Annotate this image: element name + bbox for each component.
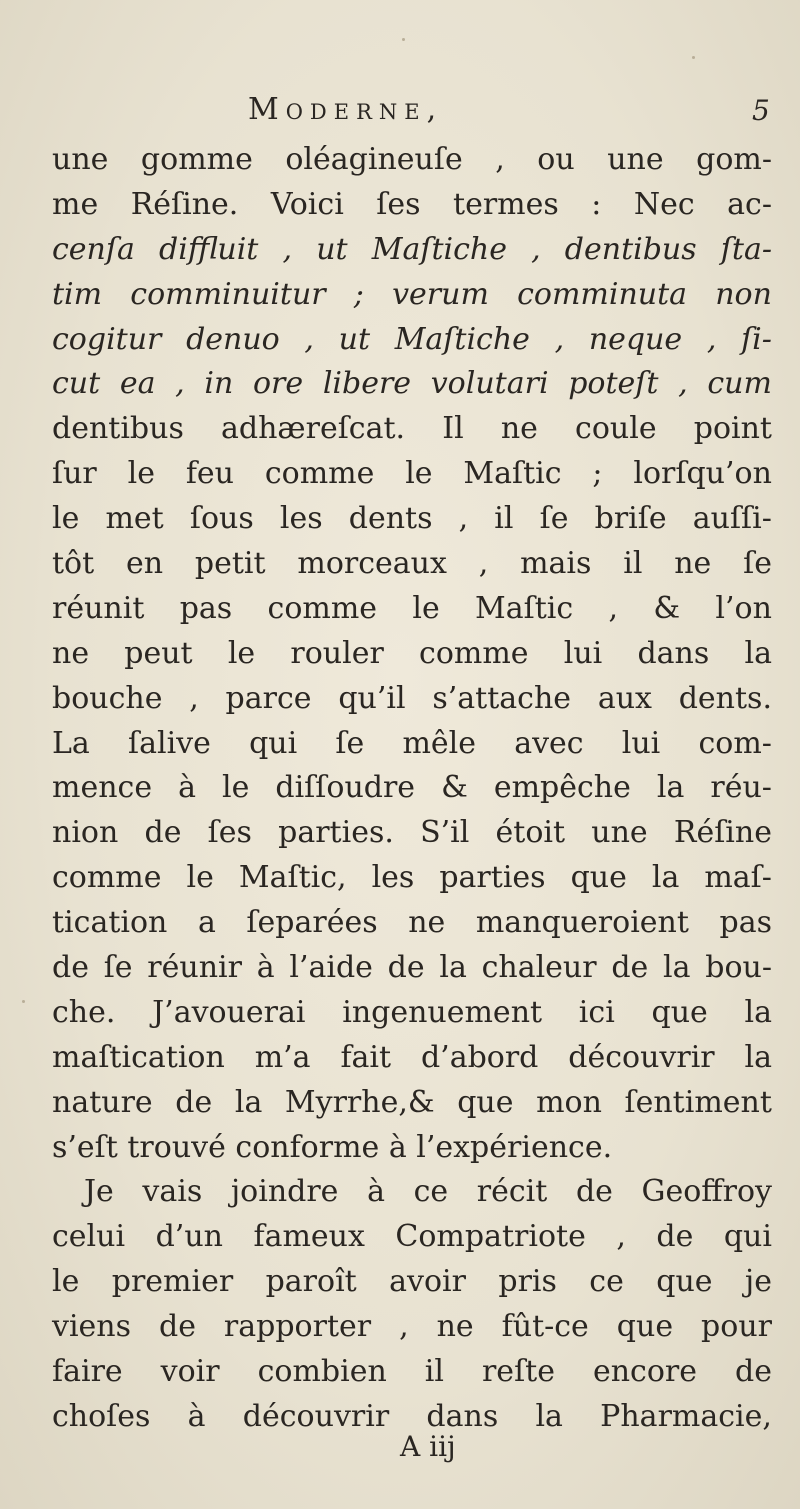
text-line: me Réſine. Voici ſes termes : Nec ac-	[52, 186, 772, 222]
text-line: le met ſous les dents , il ſe briſe auſſi-	[52, 501, 772, 537]
text-line: tôt en petit morceaux , mais il ne ſe	[52, 546, 772, 582]
paper-speck	[402, 38, 405, 41]
text-line: cenſa diffluit , ut Maſtiche , dentibus ſta-	[52, 231, 772, 267]
text-line: cut ea , in ore libere volutari poteſt , cum	[52, 366, 772, 402]
body-text	[52, 138, 772, 1440]
page-header	[0, 92, 800, 132]
text-line: nion de ſes parties. S’il étoit une Réſine	[52, 815, 772, 851]
text-line: che. J’avouerai ingenuement ici que la	[52, 994, 772, 1030]
text-line: Je vais joindre à ce récit de Geoffroy	[84, 1174, 772, 1210]
text-line: nature de la Myrrhe,& que mon ſentiment	[52, 1084, 772, 1120]
text-line: une gomme oléagineuſe , ou une gom-	[52, 142, 772, 177]
text-line: celui d’un fameux Compatriote , de qui	[52, 1219, 772, 1255]
text-line: le premier paroît avoir pris ce que je	[52, 1264, 772, 1300]
paper-speck	[22, 1000, 25, 1003]
text-line: cogitur denuo , ut Maſtiche , neque , ſi-	[52, 321, 772, 357]
text-line: tim comminuitur ; verum comminuta non	[52, 276, 772, 312]
text-line: faire voir combien il reſte encore de	[52, 1354, 772, 1390]
text-line: La ſalive qui ſe mêle avec lui com-	[52, 725, 772, 761]
text-line: tication a ſeparées ne manqueroient pas	[52, 905, 772, 941]
text-line: bouche , parce qu’il s’attache aux dents.	[52, 680, 772, 716]
text-line: choſes à découvrir dans la Pharmacie,	[52, 1398, 772, 1434]
text-line: maſtication m’a fait d’abord découvrir la	[52, 1039, 772, 1075]
running-head: Moderne,	[248, 92, 444, 127]
text-line: viens de rapporter , ne fût-ce que pour	[52, 1309, 772, 1345]
text-line: dentibus adhæreſcat. Il ne coule point	[52, 411, 772, 447]
signature-mark: A iij	[400, 1430, 456, 1463]
text-line: s’eſt trouvé conforme à l’expérience.	[52, 1129, 613, 1165]
text-line: ſur le feu comme le Maſtic ; lorſqu’on	[52, 456, 772, 492]
text-line: ne peut le rouler comme lui dans la	[52, 635, 772, 671]
paper-speck	[692, 56, 695, 59]
text-line: mence à le diſſoudre & empêche la réu-	[52, 770, 772, 806]
page-number: 5	[752, 94, 770, 127]
text-line: réunit pas comme le Maſtic , & l’on	[52, 590, 772, 626]
text-line: de ſe réunir à l’aide de la chaleur de la bou-	[52, 950, 772, 986]
text-line: comme le Maſtic, les parties que la maſ-	[52, 860, 772, 896]
